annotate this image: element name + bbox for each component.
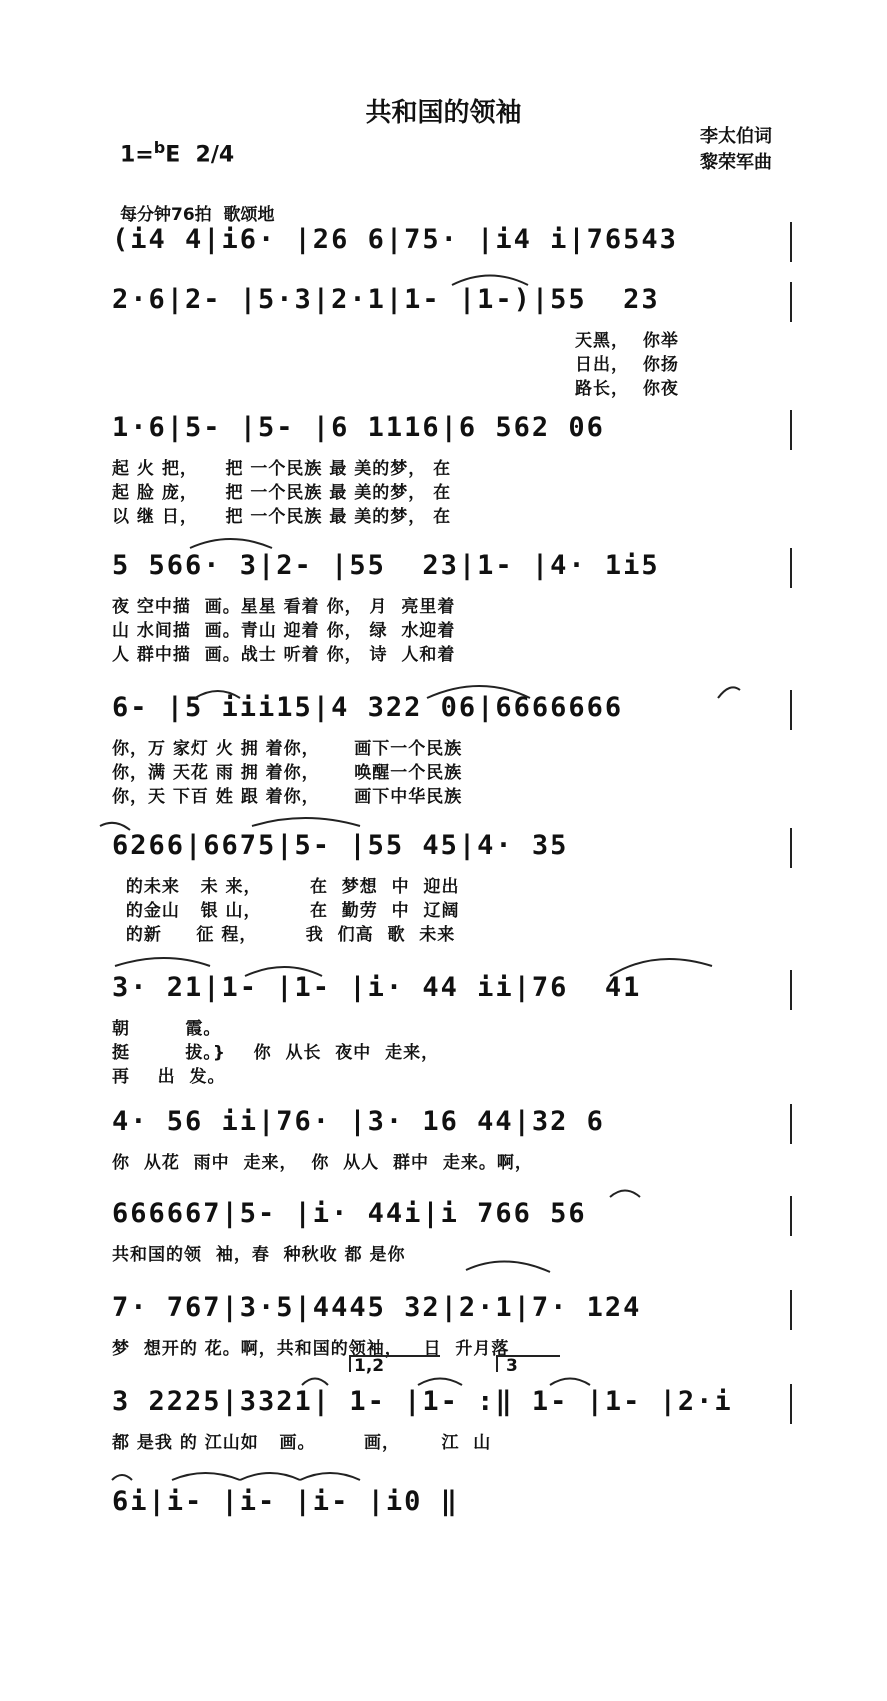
barline-end	[790, 970, 792, 1010]
lyric-line-3-verse-2: 起 脸 庞， 把 一个民族 最 美的梦， 在	[112, 483, 452, 503]
lyric-line-7-verse-3: 再 出 发。	[112, 1067, 226, 1087]
tie-line12b	[172, 1473, 240, 1480]
tie-line4	[190, 539, 272, 548]
score-line-3	[0, 410, 887, 454]
notation-line-8: 4· 56 ii|76· |3· 16 44|32 6	[112, 1106, 605, 1137]
score-line-8	[0, 1104, 887, 1148]
lyric-line-4-verse-3: 人 群中描 画。战士 听着 你， 诗 人和着	[112, 645, 456, 665]
score-line-5	[0, 690, 887, 734]
notation-line-2: 2·6|2- |5·3|2·1|1- |1-)|55 23	[112, 284, 660, 315]
score-line-6	[0, 828, 887, 872]
song-title: 共和国的领袖	[365, 98, 522, 128]
composer-credit: 黎荣军曲	[700, 152, 772, 173]
notation-line-5: 6- |5 iii15|4 322 06|6666666	[112, 692, 624, 723]
notation-line-11: 3 2225|3321| 1- |1- :‖ 1- |1- |2·i	[112, 1386, 733, 1417]
tempo-marking: 每分钟76拍 歌颂地	[120, 205, 275, 225]
volta-3: 3	[506, 1356, 518, 1376]
lyric-line-6-verse-2: 的金山 银 山， 在 勤劳 中 辽阔	[112, 901, 460, 921]
notation-line-3: 1·6|5- |5- |6 1116|6 562 06	[112, 412, 605, 443]
lyric-line-2-verse-3: 路长， 你夜	[575, 379, 679, 399]
barline-end	[790, 828, 792, 868]
score-line-2	[0, 282, 887, 326]
lyric-line-6-verse-1: 的未来 未 来， 在 梦想 中 迎出	[112, 877, 460, 897]
score-line-12	[0, 1484, 887, 1528]
notation-line-9: 666667|5- |i· 44i|i 766 56	[112, 1198, 587, 1229]
lyric-line-7-verse-1: 朝 霞。	[112, 1019, 222, 1039]
tie-line12c	[240, 1473, 300, 1480]
score-line-4	[0, 548, 887, 592]
barline-end	[790, 1384, 792, 1424]
key-signature: 1=$^b$E 2/4	[120, 138, 235, 168]
notation-line-6: 6266|6675|5- |55 45|4· 35	[112, 830, 569, 861]
lyric-line-2-verse-1: 天黑， 你举	[575, 331, 679, 351]
barline-end	[790, 548, 792, 588]
lyric-line-5-verse-2: 你，满 天花 雨 拥 着你， 唤醒一个民族	[112, 763, 463, 783]
lyric-line-3-verse-3: 以 继 日， 把 一个民族 最 美的梦， 在	[112, 507, 452, 527]
slur-line10	[466, 1261, 550, 1272]
lyric-line-7-verse-2: 挺 拔。} 你 从长 夜中 走来，	[112, 1043, 440, 1063]
barline-end	[790, 222, 792, 262]
lyric-line-11-verse-1: 都 是我 的 江山如 画。 画， 江 山	[112, 1433, 492, 1453]
tie-line12d	[300, 1473, 360, 1480]
lyric-line-10-verse-1: 梦 想开的 花。啊，共和国的领袖， 日 升月落	[112, 1339, 510, 1359]
volta-1-2: 1,2	[354, 1356, 385, 1376]
lyric-line-5-verse-1: 你，万 家灯 火 拥 着你， 画下一个民族	[112, 739, 463, 759]
barline-end	[790, 282, 792, 322]
score-line-1	[0, 222, 887, 266]
notation-line-12: 6i|i- |i- |i- |i0 ‖	[112, 1486, 459, 1517]
lyricist-credit: 李太伯词	[700, 126, 772, 147]
barline-end	[790, 1290, 792, 1330]
lyric-line-3-verse-1: 起 火 把， 把 一个民族 最 美的梦， 在	[112, 459, 452, 479]
notation-line-4: 5 566· 3|2- |55 23|1- |4· 1i5	[112, 550, 660, 581]
score-line-9	[0, 1196, 887, 1240]
lyric-line-8-verse-1: 你 从花 雨中 走来， 你 从人 群中 走来。啊，	[112, 1153, 533, 1173]
notation-line-10: 7· 767|3·5|4445 32|2·1|7· 124	[112, 1292, 642, 1323]
barline-end	[790, 690, 792, 730]
slur-line7a	[115, 958, 210, 966]
lyric-line-6-verse-3: 的新 征 程， 我 们高 歌 未来	[112, 925, 456, 945]
lyric-line-4-verse-2: 山 水间描 画。青山 迎着 你， 绿 水迎着	[112, 621, 456, 641]
barline-end	[790, 1196, 792, 1236]
lyric-line-9-verse-1: 共和国的领 袖，春 种秋收 都 是你	[112, 1245, 406, 1265]
barline-end	[790, 410, 792, 450]
lyric-line-2-verse-2: 日出， 你扬	[575, 355, 679, 375]
slur-line6b	[252, 818, 360, 826]
score-line-11	[0, 1384, 887, 1428]
lyric-line-4-verse-1: 夜 空中描 画。星星 看着 你， 月 亮里着	[112, 597, 456, 617]
barline-end	[790, 1104, 792, 1144]
lyric-line-5-verse-3: 你，天 下百 姓 跟 着你， 画下中华民族	[112, 787, 463, 807]
notation-line-1: (i4 4|i6· |26 6|75· |i4 i|76543	[112, 224, 678, 255]
notation-line-7: 3· 21|1- |1- |i· 44 ii|76 41	[112, 972, 642, 1003]
score-line-7	[0, 970, 887, 1014]
score-line-10	[0, 1290, 887, 1334]
slur-line12a	[112, 1475, 132, 1480]
